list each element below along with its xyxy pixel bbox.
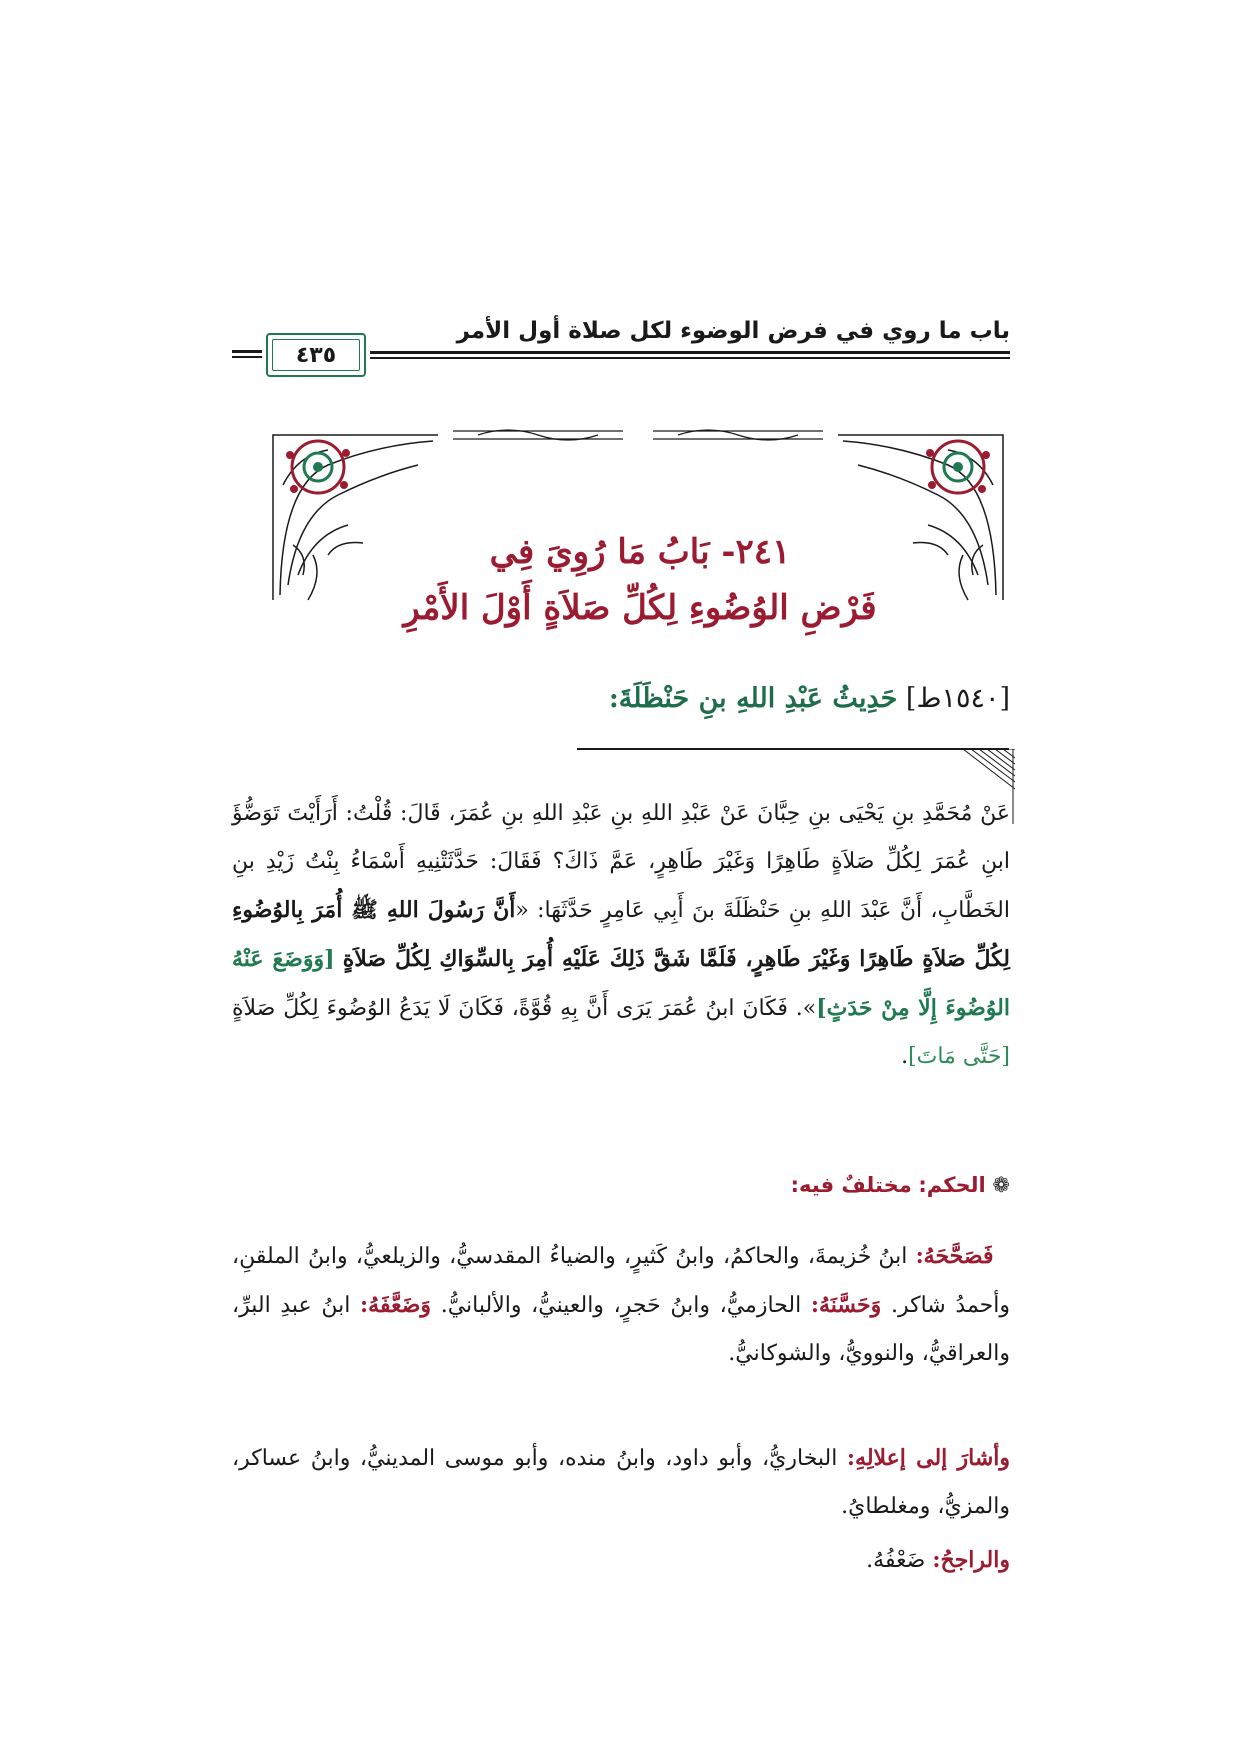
ruling-value: مختلفٌ فيه:	[790, 1173, 912, 1197]
hadith-matn: أَنَّ رَسُولَ اللهِ ﷺ أُمَرَ بِالوُضُوءِ لِكُلِّ صَلاَةٍ طَاهِرًا وَغَيْرَ طَاهِرٍ، فَلَمَّا شَقَّ ذَلِكَ عَلَيْهِ أُمِرَ بِالسِّوَاكِ لِكُلِّ صَلاَةٍ	[232, 897, 1010, 972]
chapter-title-line-1: ٢٤١- بَابُ مَا رُوِيَ فِي	[489, 532, 791, 572]
daafahu-text: ابنُ عبدِ البرِّ، والعراقيُّ، والنوويُّ، والشوكانيُّ.	[232, 1293, 1010, 1366]
hassanahu-label: وَحَسَّنَهُ:	[810, 1292, 882, 1318]
hadith-isnad: عَنْ مُحَمَّدِ بنِ يَحْيَى بنِ حِبَّانَ عَنْ عَبْدِ اللهِ بنِ عَبْدِ اللهِ بنِ عُمَرَ، قَالَ: قُلْتُ: أَرَأَيْتَ تَوَضُّؤَ ابنِ عُمَرَ لِكُلِّ صَلاَةٍ طَاهِرًا وَغَيْرَ طَاهِرٍ، عَمَّ ذَاكَ؟ فَقَالَ: حَدَّثَتْنِيهِ أَسْمَاءُ بِنْتُ زَيْدِ بنِ الخَطَّابِ، أَنَّ عَبْدَ اللهِ بنِ حَنْظَلَةَ بنَ أَبِي عَامِرٍ حَدَّثَهَا: «	[232, 801, 1010, 923]
illah-text: البخاريُّ، وأبو داود، وابنُ منده، وأبو موسى المدينيُّ، وابنُ عساكر، والمزيُّ، ومغلطايُ.	[232, 1446, 1010, 1519]
rajih-paragraph	[232, 1536, 1010, 1585]
header-rule	[370, 351, 1010, 354]
hadith-heading	[560, 683, 1010, 714]
hadith-addition-1: [وَوَضَعَ عَنْهُ الوُضُوءَ إِلَّا مِنْ حَدَثٍ]	[232, 946, 1010, 1021]
header-rule	[232, 350, 262, 353]
graders-paragraph	[232, 1232, 1010, 1378]
hadith-title: حَدِيثُ عَبْدِ اللهِ بنِ حَنْظَلَةَ:	[608, 683, 898, 714]
hadith-number: [١٥٤٠ط]	[905, 683, 1010, 714]
hadith-end: .	[901, 1044, 909, 1069]
illah-label: وأشارَ إلى إعلالِهِ:	[846, 1445, 1010, 1471]
top-band-ornament-icon	[453, 430, 823, 440]
flower-icon: ❁	[992, 1173, 1010, 1197]
hadith-addition-2: [حَتَّى مَاتَ]	[908, 1044, 1010, 1069]
page-number: ٤٣٥	[295, 342, 337, 368]
chapter-ornament	[268, 425, 1008, 605]
rajih-label: والراجحُ:	[932, 1547, 1010, 1573]
page-number-frame	[266, 333, 366, 377]
ruling-label: الحكم:	[918, 1173, 986, 1197]
sahhaha-label: فَصَحَّحَهُ:	[915, 1243, 994, 1269]
right-corner-ornament-icon	[838, 435, 1003, 600]
left-corner-ornament-icon	[273, 435, 438, 600]
running-header: باب ما روي في فرض الوضوء لكل صلاة أول الأمر	[456, 318, 1010, 344]
illah-paragraph	[232, 1434, 1010, 1531]
hadith-heading-underline	[577, 748, 1009, 750]
ruling-heading	[600, 1173, 1010, 1197]
header-rule	[370, 357, 1010, 359]
chapter-title-line-2: فَرْضِ الوُضُوءِ لِكُلِّ صَلاَةٍ أَوْلَ الأَمْرِ	[403, 588, 877, 628]
hassanahu-text: الحازميُّ، وابنُ حَجرٍ، والعينيُّ، والألبانيُّ.	[440, 1293, 802, 1318]
sahhaha-text: ابنُ خُزيمةَ، والحاكمُ، وابنُ كَثيرٍ، والضياءُ المقدسيُّ، والزيلعيُّ، وابنُ الملقنِ، وأحمدُ شاكر.	[232, 1244, 1010, 1318]
header-rule	[232, 356, 262, 358]
daafahu-label: وَضَعَّفَهُ:	[360, 1292, 432, 1318]
hadith-continuation: ». فَكَانَ ابنُ عُمَرَ يَرَى أَنَّ بِهِ قُوَّةً، فَكَانَ لَا يَدَعُ الوُضُوءَ لِكُلِّ صَلاَةٍ	[232, 996, 817, 1021]
hadith-text	[232, 790, 1010, 1081]
rajih-text: ضَعْفُهُ.	[866, 1548, 926, 1573]
